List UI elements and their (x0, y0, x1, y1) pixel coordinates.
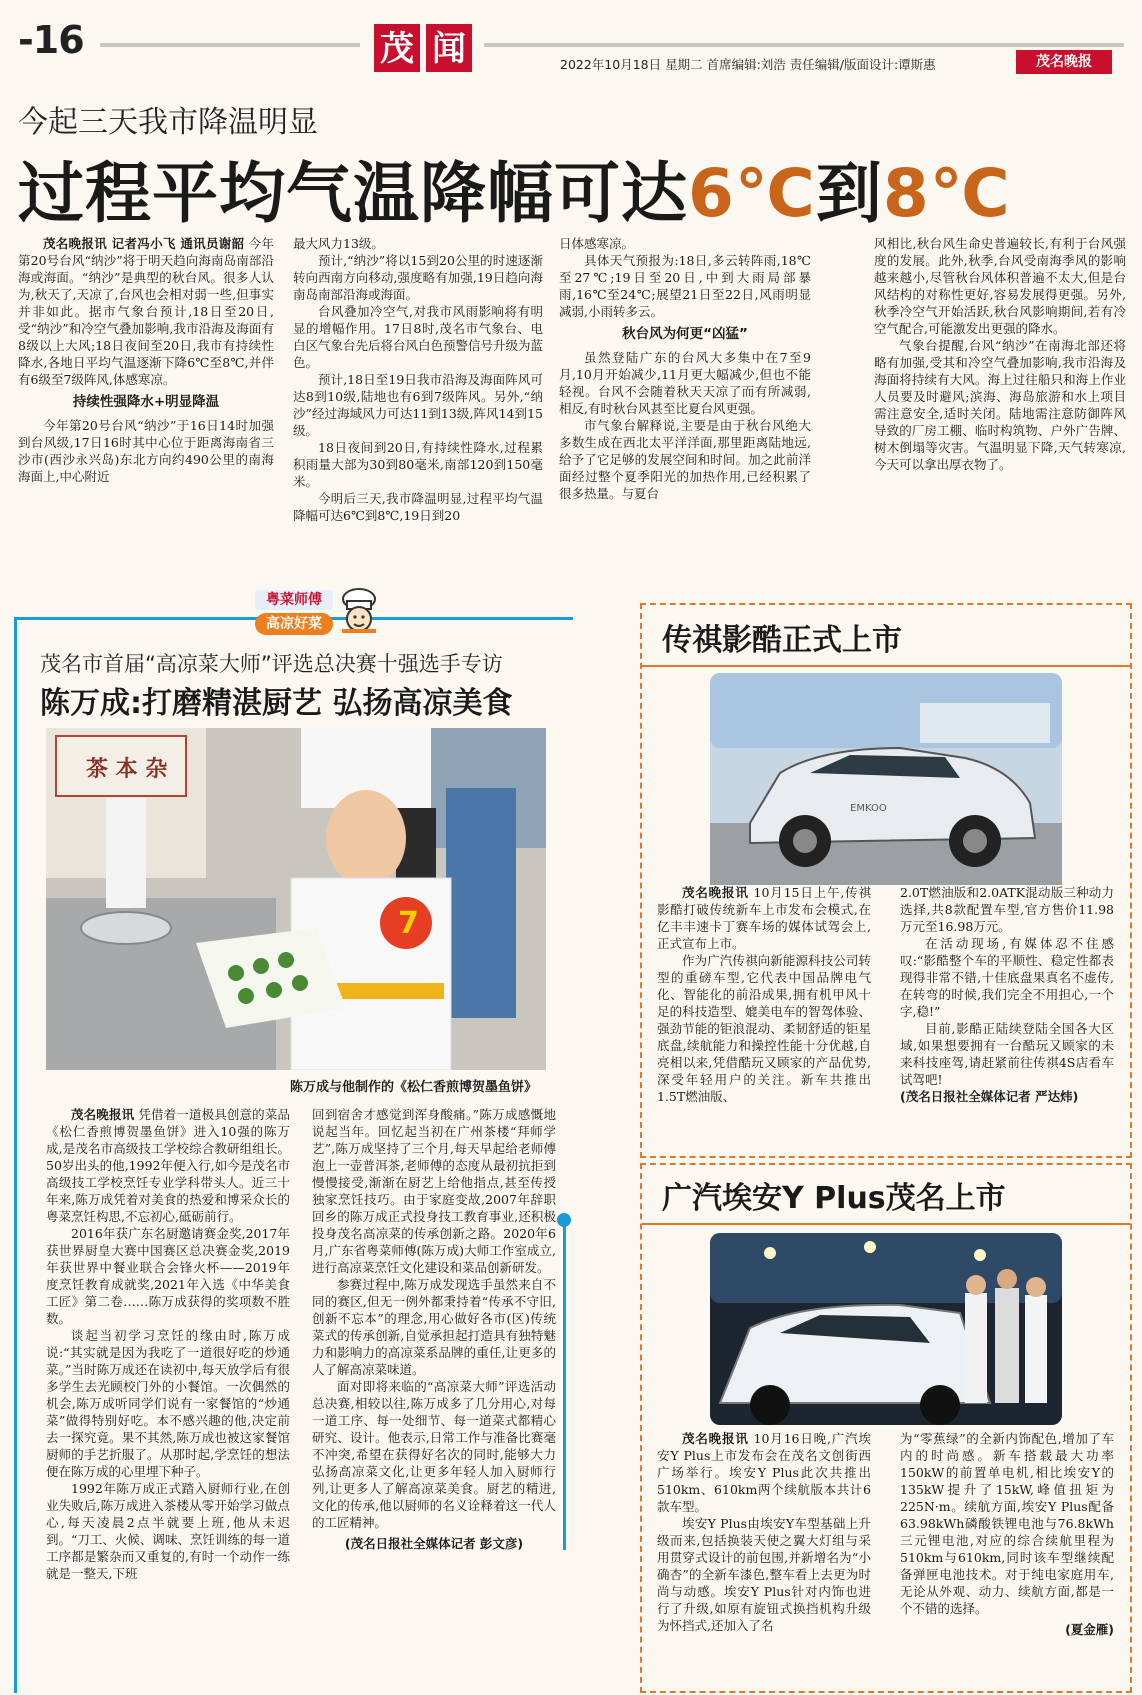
feature-column-1 (46, 1106, 290, 1582)
lead-c1-p1: 今年第20号台风“纳沙”将于明天趋向海南岛南部沿海或海面。“纳沙”是典型的秋台风。很多人认为,秋天了,天凉了,台风也会相对弱一些,但事实并非如此。据市气象台预计,18日至20日,受“纳沙”和冷空气叠加影响,我市沿海及海面有8级以上大风;18日夜间至20日,我市有持续性降水,各地日平均气温逐渐下降6℃至8℃,并伴有6级至7级阵风,体感寒凉。 (18, 236, 274, 387)
lead-c2-p6: 今明后三天,我市降温明显,过程平均气温降幅可达6℃到8℃,19日到20 (293, 491, 543, 523)
feature-c1-p2: 2016年获广东名厨邀请赛金奖,2017年获世界厨皇大赛中国赛区总决赛金奖,2019年获世界中餐业联合会锋火杯——2019年度烹饪教育成就奖,2021年入选《中华美食工匠》第二卷……陈万成获得的奖项数不胜数。 (46, 1226, 290, 1326)
feature-c1-p4: 1992年陈万成正式踏入厨师行业,在创业失败后,陈万成进入茶楼从零开始学习做点心,每天凌晨2点半就要上班,他从未迟到。“刀工、火候、调味、烹饪训练的每一道工序都是繁杂而又重复的,有时一个动作一练就是一整天,下班 (46, 1481, 290, 1581)
trumpchi-column-1 (657, 884, 871, 1105)
feature-c2-p2: 参赛过程中,陈万成发现选手虽然来自不同的赛区,但无一例外都秉持着“传承不守旧,创新不忘本”的理念,用心做好各市(区)传统菜式的传承创新,自觉承担起打造具有独特魅力和影响力的高凉菜系品牌的重任,让更多的人了解高凉菜味道。 (312, 1277, 556, 1377)
page-number: -16 (18, 18, 84, 62)
aion-c2-p1: 为“零蕉绿”的全新内饰配色,增加了车内的时尚感。新车搭载最大功率150kW的前置单电机,相比埃安Y的135kW提升了15kW,峰值扭矩为225N·m。续航方面,埃安Y Plus配备63.98kWh磷酸铁锂电池与76.8kWh三元锂电池,对应的综合续航里程为510km与610km,同时该车型继续配备弹匣电池技术。对于纯电家庭用车,无论从外观、动力、续航方面,都是一个不错的选择。 (900, 1431, 1114, 1616)
feature-c2-p1: 回到宿舍才感觉到浑身酸痛。”陈万成感慨地说起当年。回忆起当初在广州茶楼“拜师学艺”,陈万成坚持了三个月,每天早起给老师傅泡上一壶普洱茶,老师傅的态度从最初抗拒到慢慢接受,渐渐在厨艺上给他指点,甚至传授独家烹饪技巧。由于家庭变故,2007年辞职回乡的陈万成正式投身技工教育事业,还积极投身茂名高凉菜的传承创新之路。2020年6月,广东省粤菜师傅(陈万成)大师工作室成立,进行高凉菜烹饪文化建设和菜品创新研发。 (312, 1107, 556, 1275)
date-editor-line: 2022年10月18日 星期二 首席编辑:刘浩 责任编辑/版面设计:谭斯惠 (560, 57, 936, 72)
lead-c3-p3: 虽然登陆广东的台风大多集中在7至9月,10月开始减少,11月更大幅减少,但也不能轻视。台风不会随着秋天天凉了而有所减弱,相反,有时秋台风甚至比夏台风更强。 (559, 350, 811, 416)
lead-c3-p1: 日体感寒凉。 (559, 236, 635, 251)
trumpchi-column-2 (900, 884, 1114, 1105)
lead-byline: 茂名晚报讯 记者冯小飞 通讯员谢韶 (43, 236, 245, 251)
chef-photo (46, 728, 546, 1070)
feature-column-2 (312, 1106, 556, 1552)
lead-headline (18, 140, 1011, 235)
feature-title: 陈万成:打磨精湛厨艺 弘扬高凉美食 (40, 686, 513, 721)
paper-masthead-mark: 茂名晚报 (1016, 50, 1112, 74)
lead-c2-p1: 最大风力13级。 (293, 236, 384, 251)
section-logo-char-2: 闻 (432, 29, 466, 69)
aion-signoff: (夏金雁) (1065, 1622, 1114, 1637)
trumpchi-c2-p3: 目前,影酷正陆续登陆全国各大区域,如果想要拥有一台酷玩又顾家的未来科技座驾,请赶紧前往传祺4S店看车试驾吧! (900, 1021, 1114, 1087)
feature-c1-p1: 凭借着一道极具创意的菜品《松仁香煎博贺墨鱼饼》进入10强的陈万成,是茂名市高级技工学校综合教研组组长。50岁出头的他,1992年便入行,如今是茂名市高级技工学校烹饪专业学科带头人。近三十年来,陈万成凭着对美食的热爱和博采众长的粤菜烹饪构思,不忘初心,砥砺前行。 (46, 1107, 290, 1224)
photo-caption: 陈万成与他制作的《松仁香煎博贺墨鱼饼》 (290, 1080, 538, 1095)
lead-c4-p2: 气象台提醒,台风“纳沙”在南海北部还将略有加强,受其和冷空气叠加影响,我市沿海及海面将持续有大风。海上过往船只和海上作业人员要及时避风;滨海、海岛旅游和水上项目需注意安全,适时关闭。陆地需注意防御阵风导致的厂房工棚、临时构筑物、户外广告牌、树木倒塌等灾害。气温明显下降,天气转寒凉,今天可以拿出厚衣物了。 (874, 338, 1126, 472)
lead-c2-p5: 18日夜间到20日,有持续性降水,过程累积雨量大部为30到80毫米,南部120到150毫米。 (293, 440, 543, 489)
lead-column-4 (874, 235, 1126, 473)
feature-signoff: (茂名日报社全媒体记者 彭文彦) (344, 1536, 524, 1551)
aion-launch-photo (710, 1233, 1062, 1425)
feature-frame-right-line (563, 1220, 566, 1550)
feature-byline: 茂名晚报讯 (71, 1107, 135, 1122)
car-plate-text: EMKOO (850, 803, 887, 814)
section-logo (374, 18, 474, 74)
feature-frame-dot (557, 1213, 571, 1227)
trumpchi-title: 传祺影酷正式上市 (662, 623, 902, 658)
lead-subhead-2: 秋台风为何更“凶猛” (622, 326, 748, 342)
headline-main: 过程平均气温降幅可达 (18, 155, 688, 232)
trumpchi-c2-p2: 在活动现场,有媒体忍不住感叹:“影酷整个车的平顺性、稳定性都表现得非常不错,十佳底盘果真名不虚传,在转弯的时候,我们完全不用担心,一个字,稳!” (900, 936, 1114, 1019)
aion-c1-p2: 埃安Y Plus由埃安Y车型基础上升级而来,包括换装天使之翼大灯组与采用贯穿式设计的前包围,并新增名为“小确杏”的全新车漆色,整车看上去更为时尚与动感。埃安Y Plus针对内饰也进行了升级,如原有旋钮式换挡机构升级为怀挡式,还加入了名 (657, 1516, 871, 1633)
aion-column-1 (657, 1430, 871, 1634)
trumpchi-car-photo (710, 673, 1062, 885)
lead-kicker: 今起三天我市降温明显 (18, 105, 318, 140)
lead-c1-p2: 今年第20号台风“纳沙”于16日14时加强到台风级,17日16时其中心位于距离海南省三沙市(西沙永兴岛)东北方向约490公里的南海海面上,中心附近 (18, 418, 274, 484)
trumpchi-byline: 茂名晚报讯 (682, 885, 749, 900)
column-badge-top: 粤菜师傅 (255, 590, 333, 610)
aion-title-rule (642, 1223, 1130, 1225)
trumpchi-c1-p1: 10月15日上午,传祺影酷打破传统新车上市发布会模式,在亿丰丰速卡丁赛车场的媒体试驾会上,正式宣布上市。 (657, 885, 871, 951)
feature-c1-p3: 谈起当初学习烹饪的缘由时,陈万成说:“其实就是因为我吃了一道很好吃的炒通菜。”当时陈万成还在读初中,每天放学后有很多学生去光顾校门外的小餐馆。一次偶然的机会,陈万成听同学们说有一家餐馆的“炒通菜”做得特别好吃。本不感兴趣的他,决定前去一探究竟。果不其然,陈万成也被这家餐馆厨师的手艺折服了。从那时起,学烹饪的想法便在陈万成的心里埋下种子。 (46, 1328, 290, 1479)
trumpchi-title-rule (642, 665, 1130, 667)
trumpchi-signoff: (茂名日报社全媒体记者 严达炜) (900, 1089, 1079, 1104)
aion-title: 广汽埃安Y Plus茂名上市 (662, 1181, 1006, 1216)
lead-column-2 (293, 235, 543, 524)
section-logo-char-1: 茂 (380, 29, 414, 69)
aion-c1-p1: 10月16日晚,广汽埃安Y Plus上市发布会在茂名文创街西广场举行。埃安Y Plus此次共推出510km、610km两个续航版本共计6款车型。 (657, 1431, 871, 1514)
lead-c2-p3: 台风叠加冷空气,对我市风雨影响将有明显的增幅作用。17日8时,茂名市气象台、电白区气象台先后将台风白色预警信号升级为蓝色。 (293, 304, 544, 370)
contestant-number: 7 (398, 906, 419, 941)
photo-sign-text: 茶 本 杂 (86, 756, 168, 782)
feature-c2-p3: 面对即将来临的“高凉菜大师”评选活动总决赛,相较以往,陈万成多了几分用心,对每一道工序、每一处细节、每一道菜式都精心研究、设计。他表示,日常工作与准备比赛毫不冲突,希望在获得好名次的同时,能够大力弘扬高凉菜文化,让更多年轻人加入厨师行列,让更多人了解高凉菜美食。厨艺的精进,文化的传承,他以厨师的名义诠释着这一代人的工匠精神。 (312, 1379, 556, 1530)
chef-mascot-icon (336, 587, 382, 637)
lead-c4-p1: 风相比,秋台风生命史普遍较长,有利于台风强度的发展。此外,秋季,台风受南海季风的影响越来越小,尽管秋台风体积普遍不太大,但是台风结构的对称性更好,容易发展得更强。另外,秋季冷空气开始活跃,秋台风影响期间,若有冷空气配合,可能激发出更强的降水。 (874, 236, 1126, 336)
lead-subhead-1: 持续性强降水+明显降温 (72, 394, 220, 410)
aion-column-2 (900, 1430, 1114, 1638)
lead-c2-p2: 预计,“纳沙”将以15到20公里的时速逐渐转向西南方向移动,强度略有加强,19日趋向海南岛南部沿海或海面。 (293, 253, 543, 302)
lead-c3-p2: 具体天气预报为:18日,多云转阵雨,18℃至27℃;19日至20日,中到大雨局部暴雨,16℃至24℃;展望21日至22日,风雨明显减弱,小雨转多云。 (559, 253, 811, 319)
header-rule-left (100, 43, 360, 47)
headline-accent-8c: 8℃ (882, 155, 1011, 232)
trumpchi-c2-p1: 2.0T燃油版和2.0ATK混动版三种动力选择,共8款配置车型,官方售价11.98万元至16.98万元。 (900, 885, 1114, 934)
column-badge-bottom: 高凉好菜 (255, 613, 333, 635)
lead-c2-p4: 预计,18日至19日我市沿海及海面阵风可达8到10级,陆地也有6到7级阵风。另外,“纳沙”经过海域风力可达11到13级,阵风14到15级。 (293, 372, 543, 438)
aion-byline: 茂名晚报讯 (682, 1431, 749, 1446)
feature-kicker: 茂名市首届“高凉菜大师”评选总决赛十强选手专访 (40, 652, 503, 676)
headline-mid: 到 (815, 155, 883, 232)
lead-column-3 (559, 235, 811, 502)
lead-c3-p4: 市气象台解释说,主要是由于秋台风绝大多数生成在西北太平洋洋面,那里距离陆地远,给予了它足够的发展空间和时间。加之此前洋面经过整个夏季阳光的加热作用,已经积累了很多热量。与夏台 (559, 418, 811, 501)
lead-column-1 (18, 235, 274, 485)
trumpchi-c1-p2: 作为广汽传祺向新能源科技公司转型的重磅车型,它代表中国品牌电气化、智能化的前沿成果,拥有机甲风十足的科技造型、媲美电车的智驾体验、强劲节能的钜浪混动、柔韧舒适的钜星底盘,续航能力和操控性能十分优越,自亮相以来,凭借酷玩又顾家的产品优势,深受年轻用户的关注。新车共推出1.5T燃油版、 (657, 953, 871, 1104)
header-rule-right (484, 43, 1124, 47)
headline-accent-6c: 6℃ (688, 155, 816, 232)
